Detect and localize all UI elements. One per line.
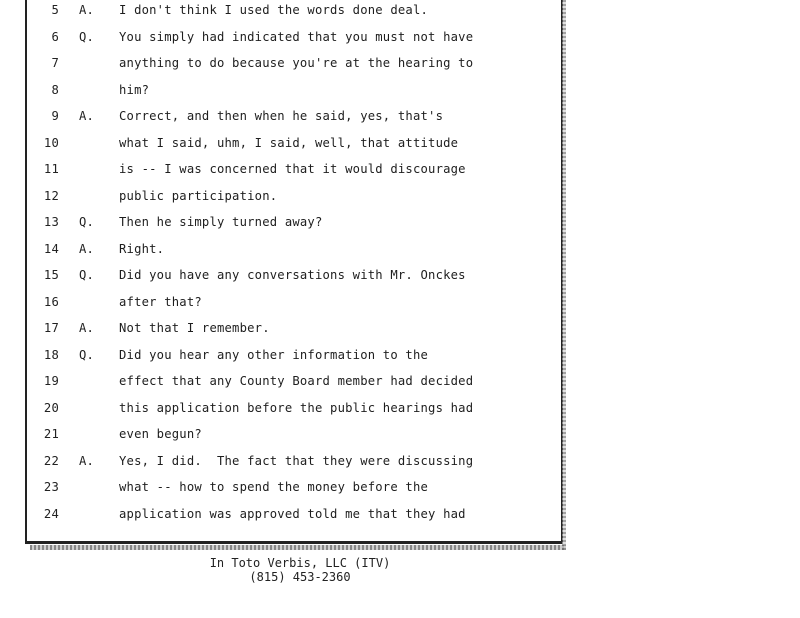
line-number: 16 <box>43 294 59 309</box>
transcript-line <box>27 239 563 259</box>
line-number: 9 <box>51 109 59 123</box>
transcript-line <box>27 106 563 126</box>
transcript-line <box>27 451 563 471</box>
transcript-line <box>27 0 563 20</box>
line-text: Then he simply turned away? <box>119 215 323 229</box>
line-text: this application before the public hearings had <box>119 400 474 415</box>
line-number: 20 <box>43 400 59 415</box>
speaker-label: A. <box>79 241 95 256</box>
transcript-line <box>27 424 563 444</box>
transcript-line <box>27 265 563 285</box>
line-number: 23 <box>43 480 59 494</box>
line-text: is -- I was concerned that it would discourage <box>119 162 466 176</box>
transcript-line <box>27 292 563 312</box>
line-text: Yes, I did. The fact that they were discussing <box>119 453 474 468</box>
transcript-line <box>27 53 563 73</box>
line-text: anything to do because you're at the hearing to <box>119 56 474 70</box>
line-text: Correct, and then when he said, yes, that's <box>119 109 444 123</box>
line-number: 5 <box>51 3 59 17</box>
speaker-label: A. <box>79 3 95 17</box>
transcript-line <box>27 159 563 179</box>
line-number: 10 <box>43 135 59 150</box>
line-number: 24 <box>43 506 59 521</box>
speaker-label: Q. <box>79 29 95 44</box>
transcript-line <box>27 318 563 338</box>
line-text: public participation. <box>119 188 278 203</box>
speaker-label: Q. <box>79 347 95 362</box>
transcript-line <box>27 504 563 524</box>
line-text: I don't think I used the words done deal. <box>119 3 429 17</box>
transcript-line <box>27 371 563 391</box>
transcript-line <box>27 212 563 232</box>
line-number: 12 <box>43 188 59 203</box>
transcript-line <box>27 27 563 47</box>
speaker-label: Q. <box>79 268 95 282</box>
line-number: 15 <box>43 268 59 282</box>
transcript-footer <box>185 556 415 584</box>
line-text: Did you hear any other information to the <box>119 347 429 362</box>
line-text: even begun? <box>119 427 202 441</box>
line-number: 8 <box>51 82 59 97</box>
line-text: Right. <box>119 241 165 256</box>
line-text: You simply had indicated that you must not have <box>119 29 474 44</box>
transcript-line <box>27 186 563 206</box>
page-bottom-shadow <box>30 545 566 550</box>
transcript-line <box>27 80 563 100</box>
line-text: after that? <box>119 294 202 309</box>
page-right-shadow <box>562 0 566 550</box>
line-number: 13 <box>43 215 59 229</box>
line-text: effect that any County Board member had decided <box>119 374 474 388</box>
speaker-label: A. <box>79 109 95 123</box>
line-number: 18 <box>43 347 59 362</box>
line-number: 11 <box>43 162 59 176</box>
speaker-label: Q. <box>79 215 95 229</box>
footer-company: In Toto Verbis, LLC (ITV) <box>209 556 391 570</box>
line-number: 21 <box>43 427 59 441</box>
transcript-line <box>27 133 563 153</box>
line-number: 6 <box>51 29 59 44</box>
line-text: application was approved told me that they had <box>119 506 466 521</box>
line-text: what I said, uhm, I said, well, that attitude <box>119 135 459 150</box>
footer-phone: (815) 453-2360 <box>249 570 351 584</box>
speaker-label: A. <box>79 321 95 335</box>
transcript-line <box>27 477 563 497</box>
line-text: Did you have any conversations with Mr. Onckes <box>119 268 466 282</box>
transcript-line <box>27 345 563 365</box>
transcript-line <box>27 398 563 418</box>
line-text: what -- how to spend the money before the <box>119 480 429 494</box>
line-text: Not that I remember. <box>119 321 270 335</box>
line-number: 19 <box>43 374 59 388</box>
line-number: 7 <box>51 56 59 70</box>
line-number: 17 <box>43 321 59 335</box>
line-number: 22 <box>43 453 59 468</box>
transcript-page <box>25 0 563 544</box>
line-number: 14 <box>43 241 59 256</box>
line-text: him? <box>119 82 150 97</box>
speaker-label: A. <box>79 453 95 468</box>
